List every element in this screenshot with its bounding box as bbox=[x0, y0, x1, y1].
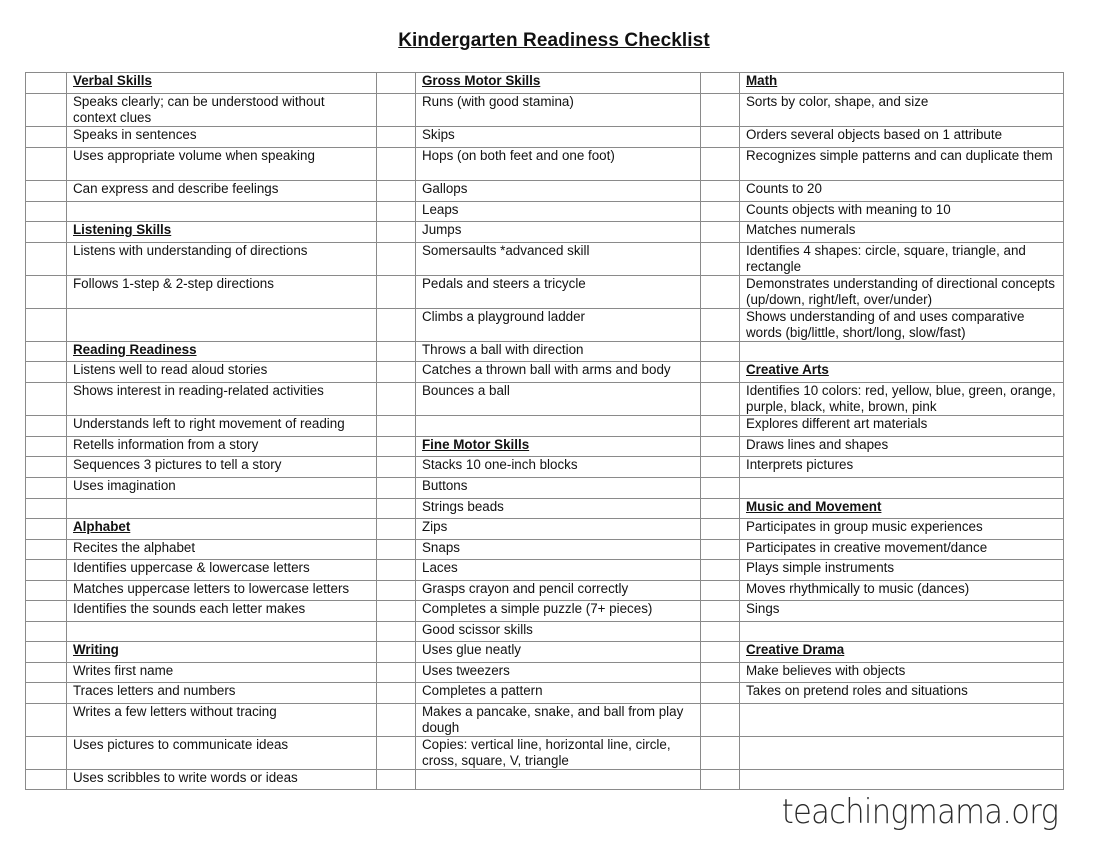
skill-item: Climbs a playground ladder bbox=[416, 309, 701, 342]
checkbox-cell[interactable] bbox=[377, 309, 416, 342]
skill-item: Moves rhythmically to music (dances) bbox=[740, 581, 1064, 601]
checkbox-cell[interactable] bbox=[377, 683, 416, 704]
checkbox-cell[interactable] bbox=[26, 478, 67, 499]
skill-item: Catches a thrown ball with arms and body bbox=[416, 362, 701, 383]
skill-item: Matches uppercase letters to lowercase letters bbox=[67, 581, 377, 601]
checklist-row bbox=[26, 457, 1064, 478]
skill-item: Identifies uppercase & lowercase letters bbox=[67, 560, 377, 581]
checkbox-cell[interactable] bbox=[26, 181, 67, 202]
brand-logo: teachingmama.org bbox=[781, 792, 1058, 832]
skill-item: Laces bbox=[416, 560, 701, 581]
checkbox-cell[interactable] bbox=[701, 202, 740, 222]
skill-item: Skips bbox=[416, 127, 701, 148]
checkbox-cell[interactable] bbox=[26, 222, 67, 243]
checklist-row bbox=[26, 704, 1064, 737]
checkbox-cell[interactable] bbox=[377, 202, 416, 222]
checkbox-cell[interactable] bbox=[26, 243, 67, 276]
skill-item: Throws a ball with direction bbox=[416, 342, 701, 362]
checkbox-cell[interactable] bbox=[701, 601, 740, 622]
checklist-row bbox=[26, 601, 1064, 622]
empty-cell bbox=[67, 202, 377, 222]
checkbox-cell[interactable] bbox=[701, 362, 740, 383]
checklist-row bbox=[26, 478, 1064, 499]
empty-cell bbox=[740, 622, 1064, 642]
skill-item: Counts to 20 bbox=[740, 181, 1064, 202]
empty-cell bbox=[740, 704, 1064, 737]
checkbox-cell[interactable] bbox=[377, 663, 416, 683]
checkbox-cell[interactable] bbox=[701, 581, 740, 601]
skill-item: Make believes with objects bbox=[740, 663, 1064, 683]
skill-item: Explores different art materials bbox=[740, 416, 1064, 437]
checkbox-cell[interactable] bbox=[26, 663, 67, 683]
skill-item: Uses pictures to communicate ideas bbox=[67, 737, 377, 770]
checklist-row bbox=[26, 642, 1064, 663]
checkbox-cell[interactable] bbox=[26, 601, 67, 622]
checkbox-cell[interactable] bbox=[377, 737, 416, 770]
checkbox-cell[interactable] bbox=[377, 540, 416, 560]
skill-item: Grasps crayon and pencil correctly bbox=[416, 581, 701, 601]
checkbox-cell[interactable] bbox=[377, 342, 416, 362]
checkbox-cell[interactable] bbox=[26, 362, 67, 383]
skill-item: Sorts by color, shape, and size bbox=[740, 94, 1064, 127]
section-heading: Reading Readiness bbox=[67, 342, 377, 362]
checklist-row bbox=[26, 540, 1064, 560]
readiness-checklist-table bbox=[25, 72, 1064, 790]
checkbox-cell[interactable] bbox=[26, 560, 67, 581]
skill-item: Speaks clearly; can be understood without context clues bbox=[67, 94, 377, 127]
checkbox-cell[interactable] bbox=[377, 704, 416, 737]
skill-item: Sequences 3 pictures to tell a story bbox=[67, 457, 377, 478]
checkbox-cell[interactable] bbox=[377, 478, 416, 499]
checkbox-cell[interactable] bbox=[377, 499, 416, 519]
section-heading: Verbal Skills bbox=[67, 73, 377, 94]
empty-cell bbox=[416, 416, 701, 437]
skill-item: Copies: vertical line, horizontal line, circle, cross, square, V, triangle bbox=[416, 737, 701, 770]
checkbox-cell[interactable] bbox=[701, 127, 740, 148]
skill-item: Shows understanding of and uses comparative words (big/little, short/long, slow/fast) bbox=[740, 309, 1064, 342]
checkbox-cell[interactable] bbox=[701, 770, 740, 790]
checkbox-cell[interactable] bbox=[26, 309, 67, 342]
skill-item: Writes first name bbox=[67, 663, 377, 683]
checkbox-cell[interactable] bbox=[701, 457, 740, 478]
checkbox-cell[interactable] bbox=[701, 73, 740, 94]
skill-item: Speaks in sentences bbox=[67, 127, 377, 148]
skill-item: Good scissor skills bbox=[416, 622, 701, 642]
checklist-row bbox=[26, 243, 1064, 276]
checkbox-cell[interactable] bbox=[377, 362, 416, 383]
checkbox-cell[interactable] bbox=[701, 478, 740, 499]
skill-item: Uses appropriate volume when speaking bbox=[67, 148, 377, 181]
checkbox-cell[interactable] bbox=[26, 148, 67, 181]
checkbox-cell[interactable] bbox=[701, 560, 740, 581]
skill-item: Zips bbox=[416, 519, 701, 540]
page-title: Kindergarten Readiness Checklist bbox=[398, 30, 710, 51]
checklist-row bbox=[26, 622, 1064, 642]
section-heading: Creative Drama bbox=[740, 642, 1064, 663]
checkbox-cell[interactable] bbox=[26, 416, 67, 437]
section-heading: Math bbox=[740, 73, 1064, 94]
checkbox-cell[interactable] bbox=[26, 642, 67, 663]
checklist-row bbox=[26, 519, 1064, 540]
checkbox-cell[interactable] bbox=[377, 243, 416, 276]
skill-item: Plays simple instruments bbox=[740, 560, 1064, 581]
checkbox-cell[interactable] bbox=[377, 416, 416, 437]
section-heading: Alphabet bbox=[67, 519, 377, 540]
checkbox-cell[interactable] bbox=[701, 642, 740, 663]
checkbox-cell[interactable] bbox=[26, 383, 67, 416]
checkbox-cell[interactable] bbox=[377, 127, 416, 148]
checklist-row bbox=[26, 683, 1064, 704]
checklist-row bbox=[26, 222, 1064, 243]
checklist-body bbox=[26, 73, 1064, 790]
empty-cell bbox=[740, 770, 1064, 790]
skill-item: Identifies 4 shapes: circle, square, triangle, and rectangle bbox=[740, 243, 1064, 276]
checklist-row bbox=[26, 181, 1064, 202]
skill-item: Pedals and steers a tricycle bbox=[416, 276, 701, 309]
skill-item: Listens well to read aloud stories bbox=[67, 362, 377, 383]
checkbox-cell[interactable] bbox=[701, 519, 740, 540]
skill-item: Understands left to right movement of reading bbox=[67, 416, 377, 437]
empty-cell bbox=[67, 309, 377, 342]
checklist-row bbox=[26, 362, 1064, 383]
skill-item: Strings beads bbox=[416, 499, 701, 519]
checkbox-cell[interactable] bbox=[701, 309, 740, 342]
checklist-row bbox=[26, 737, 1064, 770]
checkbox-cell[interactable] bbox=[377, 181, 416, 202]
checkbox-cell[interactable] bbox=[701, 181, 740, 202]
skill-item: Recognizes simple patterns and can duplicate them bbox=[740, 148, 1064, 181]
skill-item: Completes a simple puzzle (7+ pieces) bbox=[416, 601, 701, 622]
checkbox-cell[interactable] bbox=[26, 499, 67, 519]
skill-item: Hops (on both feet and one foot) bbox=[416, 148, 701, 181]
skill-item: Snaps bbox=[416, 540, 701, 560]
skill-item: Draws lines and shapes bbox=[740, 437, 1064, 457]
skill-item: Uses glue neatly bbox=[416, 642, 701, 663]
skill-item: Demonstrates understanding of directional concepts (up/down, right/left, over/under) bbox=[740, 276, 1064, 309]
skill-item: Sings bbox=[740, 601, 1064, 622]
checkbox-cell[interactable] bbox=[26, 73, 67, 94]
section-heading: Music and Movement bbox=[740, 499, 1064, 519]
checkbox-cell[interactable] bbox=[26, 737, 67, 770]
checkbox-cell[interactable] bbox=[377, 601, 416, 622]
checkbox-cell[interactable] bbox=[701, 342, 740, 362]
skill-item: Uses scribbles to write words or ideas bbox=[67, 770, 377, 790]
checkbox-cell[interactable] bbox=[26, 519, 67, 540]
checkbox-cell[interactable] bbox=[701, 148, 740, 181]
checkbox-cell[interactable] bbox=[701, 622, 740, 642]
skill-item: Jumps bbox=[416, 222, 701, 243]
checkbox-cell[interactable] bbox=[701, 243, 740, 276]
section-heading: Writing bbox=[67, 642, 377, 663]
checklist-row bbox=[26, 416, 1064, 437]
checkbox-cell[interactable] bbox=[377, 622, 416, 642]
section-heading: Listening Skills bbox=[67, 222, 377, 243]
checkbox-cell[interactable] bbox=[701, 704, 740, 737]
empty-cell bbox=[67, 622, 377, 642]
skill-item: Buttons bbox=[416, 478, 701, 499]
checkbox-cell[interactable] bbox=[26, 127, 67, 148]
skill-item: Takes on pretend roles and situations bbox=[740, 683, 1064, 704]
empty-cell bbox=[416, 770, 701, 790]
checkbox-cell[interactable] bbox=[701, 94, 740, 127]
skill-item: Listens with understanding of directions bbox=[67, 243, 377, 276]
empty-cell bbox=[740, 478, 1064, 499]
skill-item: Identifies 10 colors: red, yellow, blue, green, orange, purple, black, white, brown, pink bbox=[740, 383, 1064, 416]
checkbox-cell[interactable] bbox=[26, 581, 67, 601]
skill-item: Makes a pancake, snake, and ball from play dough bbox=[416, 704, 701, 737]
skill-item: Follows 1-step & 2-step directions bbox=[67, 276, 377, 309]
checkbox-cell[interactable] bbox=[26, 276, 67, 309]
checkbox-cell[interactable] bbox=[377, 519, 416, 540]
checkbox-cell[interactable] bbox=[377, 581, 416, 601]
checkbox-cell[interactable] bbox=[377, 276, 416, 309]
section-heading: Gross Motor Skills bbox=[416, 73, 701, 94]
empty-cell bbox=[740, 737, 1064, 770]
skill-item: Leaps bbox=[416, 202, 701, 222]
checklist-row bbox=[26, 383, 1064, 416]
checkbox-cell[interactable] bbox=[701, 737, 740, 770]
checkbox-cell[interactable] bbox=[377, 642, 416, 663]
skill-item: Participates in creative movement/dance bbox=[740, 540, 1064, 560]
skill-item: Stacks 10 one-inch blocks bbox=[416, 457, 701, 478]
skill-item: Somersaults *advanced skill bbox=[416, 243, 701, 276]
checklist-row bbox=[26, 499, 1064, 519]
checkbox-cell[interactable] bbox=[377, 437, 416, 457]
skill-item: Bounces a ball bbox=[416, 383, 701, 416]
checkbox-cell[interactable] bbox=[377, 94, 416, 127]
checklist-row bbox=[26, 581, 1064, 601]
skill-item: Runs (with good stamina) bbox=[416, 94, 701, 127]
skill-item: Orders several objects based on 1 attribute bbox=[740, 127, 1064, 148]
section-heading: Creative Arts bbox=[740, 362, 1064, 383]
checklist-row bbox=[26, 127, 1064, 148]
checkbox-cell[interactable] bbox=[26, 457, 67, 478]
checklist-row bbox=[26, 309, 1064, 342]
skill-item: Participates in group music experiences bbox=[740, 519, 1064, 540]
checkbox-cell[interactable] bbox=[701, 276, 740, 309]
checklist-row bbox=[26, 94, 1064, 127]
checkbox-cell[interactable] bbox=[26, 683, 67, 704]
skill-item: Gallops bbox=[416, 181, 701, 202]
skill-item: Interprets pictures bbox=[740, 457, 1064, 478]
skill-item: Traces letters and numbers bbox=[67, 683, 377, 704]
checkbox-cell[interactable] bbox=[26, 770, 67, 790]
skill-item: Can express and describe feelings bbox=[67, 181, 377, 202]
checkbox-cell[interactable] bbox=[377, 148, 416, 181]
checkbox-cell[interactable] bbox=[701, 383, 740, 416]
checkbox-cell[interactable] bbox=[26, 704, 67, 737]
checkbox-cell[interactable] bbox=[26, 342, 67, 362]
skill-item: Identifies the sounds each letter makes bbox=[67, 601, 377, 622]
checkbox-cell[interactable] bbox=[701, 222, 740, 243]
section-heading: Fine Motor Skills bbox=[416, 437, 701, 457]
skill-item: Uses imagination bbox=[67, 478, 377, 499]
checklist-row bbox=[26, 770, 1064, 790]
checklist-row bbox=[26, 148, 1064, 181]
checkbox-cell[interactable] bbox=[701, 499, 740, 519]
checklist-row bbox=[26, 560, 1064, 581]
checkbox-cell[interactable] bbox=[377, 457, 416, 478]
skill-item: Matches numerals bbox=[740, 222, 1064, 243]
checklist-row bbox=[26, 202, 1064, 222]
checkbox-cell[interactable] bbox=[26, 622, 67, 642]
checkbox-cell[interactable] bbox=[26, 437, 67, 457]
skill-item: Retells information from a story bbox=[67, 437, 377, 457]
checkbox-cell[interactable] bbox=[377, 560, 416, 581]
empty-cell bbox=[67, 499, 377, 519]
skill-item: Shows interest in reading-related activities bbox=[67, 383, 377, 416]
skill-item: Writes a few letters without tracing bbox=[67, 704, 377, 737]
checkbox-cell[interactable] bbox=[377, 383, 416, 416]
skill-item: Recites the alphabet bbox=[67, 540, 377, 560]
skill-item: Uses tweezers bbox=[416, 663, 701, 683]
checkbox-cell[interactable] bbox=[701, 437, 740, 457]
checkbox-cell[interactable] bbox=[701, 540, 740, 560]
checkbox-cell[interactable] bbox=[26, 540, 67, 560]
checklist-row bbox=[26, 73, 1064, 94]
checkbox-cell[interactable] bbox=[701, 416, 740, 437]
checkbox-cell[interactable] bbox=[26, 202, 67, 222]
checklist-row bbox=[26, 276, 1064, 309]
checkbox-cell[interactable] bbox=[377, 770, 416, 790]
checkbox-cell[interactable] bbox=[701, 683, 740, 704]
checkbox-cell[interactable] bbox=[377, 73, 416, 94]
checkbox-cell[interactable] bbox=[701, 663, 740, 683]
checklist-row bbox=[26, 342, 1064, 362]
checklist-row bbox=[26, 663, 1064, 683]
empty-cell bbox=[740, 342, 1064, 362]
skill-item: Completes a pattern bbox=[416, 683, 701, 704]
skill-item: Counts objects with meaning to 10 bbox=[740, 202, 1064, 222]
checklist-row bbox=[26, 437, 1064, 457]
checkbox-cell[interactable] bbox=[26, 94, 67, 127]
checkbox-cell[interactable] bbox=[377, 222, 416, 243]
